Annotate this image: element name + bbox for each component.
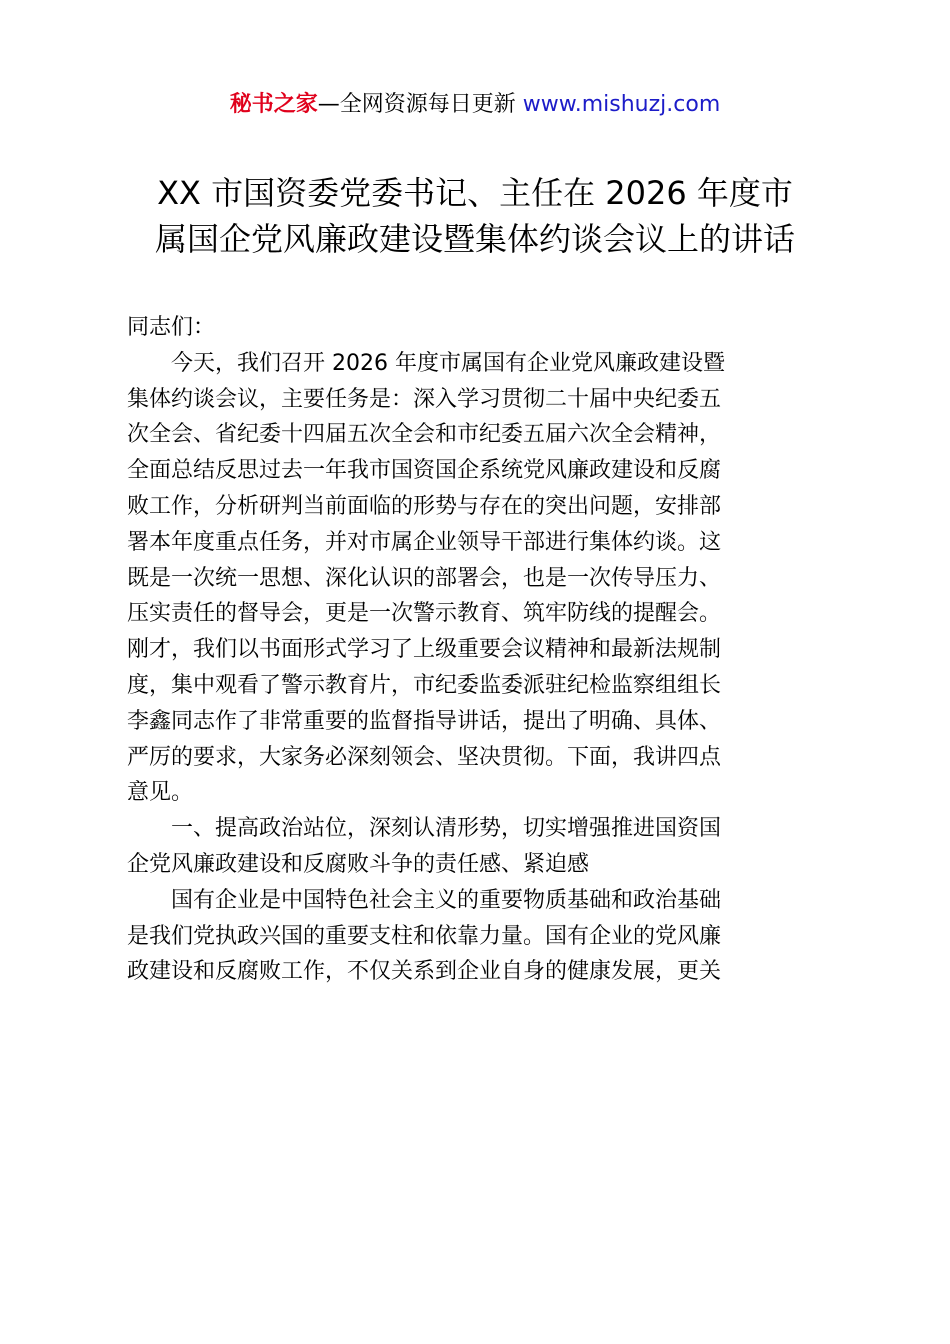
site-brand-name: 秘书之家 <box>229 92 318 117</box>
text-line: 度，集中观看了警示教育片，市纪委监委派驻纪检监察组组长 <box>127 672 722 698</box>
paragraph-section-1 <box>127 883 831 990</box>
text-line: 集体约谈会议，主要任务是：深入学习贯彻二十届中央纪委五 <box>127 386 722 412</box>
text-line: 严厉的要求，大家务必深刻领会、坚决贯彻。下面，我讲四点 <box>127 744 722 770</box>
title-line: 属国企党风廉政建设暨集体约谈会议上的讲话 <box>154 220 795 258</box>
text-line: 败工作，分析研判当前面临的形势与存在的突出问题，安排部 <box>127 493 722 519</box>
document-title <box>100 170 850 262</box>
site-url-link[interactable]: www.mishuzj.com <box>522 92 721 117</box>
title-line: XX 市国资委党委书记、主任在 2026 年度市 <box>157 174 793 212</box>
salutation: 同志们： <box>127 315 216 340</box>
text-line: 署本年度重点任务，并对市属企业领导干部进行集体约谈。这 <box>127 529 722 555</box>
text-line: 压实责任的督导会，更是一次警示教育、筑牢防线的提醒会。 <box>127 601 722 627</box>
text-line: 今天，我们召开 2026 年度市属国有企业党风廉政建设暨 <box>171 350 725 376</box>
speech-body <box>127 310 831 990</box>
heading-line: 企党风廉政建设和反腐败斗争的责任感、紧迫感 <box>127 851 590 877</box>
text-line: 政建设和反腐败工作，不仅关系到企业自身的健康发展，更关 <box>127 959 722 985</box>
site-banner <box>0 88 950 122</box>
text-line: 次全会、省纪委十四届五次全会和市纪委五届六次全会精神， <box>127 422 722 448</box>
text-line: 刚才，我们以书面形式学习了上级重要会议精神和最新法规制 <box>127 637 722 663</box>
heading-line: 一、提高政治站位，深刻认清形势，切实增强推进国资国 <box>171 816 722 842</box>
section-heading-1 <box>127 811 831 883</box>
text-line: 国有企业是中国特色社会主义的重要物质基础和政治基础 <box>171 887 722 913</box>
site-tagline: —全网资源每日更新 <box>317 92 523 117</box>
text-line: 是我们党执政兴国的重要支柱和依靠力量。国有企业的党风廉 <box>127 923 722 949</box>
text-line: 意见。 <box>127 780 194 806</box>
text-line: 既是一次统一思想、深化认识的部署会，也是一次传导压力、 <box>127 565 722 591</box>
paragraph-opening <box>127 346 831 811</box>
text-line: 李鑫同志作了非常重要的监督指导讲话，提出了明确、具体、 <box>127 708 722 734</box>
text-line: 全面总结反思过去一年我市国资国企系统党风廉政建设和反腐 <box>127 458 722 484</box>
